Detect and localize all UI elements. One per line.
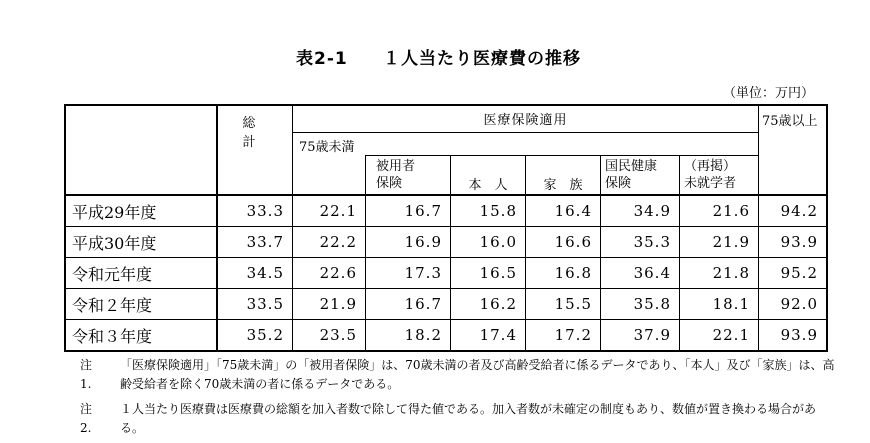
stub-header — [65, 105, 217, 195]
cell-over75: 93.9 — [759, 227, 828, 258]
cell-under75: 21.9 — [293, 289, 366, 320]
cell-total: 33.5 — [217, 289, 293, 320]
medical-cost-table — [64, 104, 828, 352]
table-title-text: １人当たり医療費の推移 — [383, 49, 581, 69]
cell-principal: 16.5 — [451, 258, 526, 289]
row-label: 令和元年度 — [65, 258, 217, 289]
cell-preschool: 21.6 — [680, 195, 759, 227]
note-text: 「医療保険適用」「75歳未満」の「被用者保険」は、70歳未満の者及び高齢受給者に係るデータであり、「本人」及び「家族」は、高齢受給者を除く70歳未満の者に係るデータである。 — [120, 358, 835, 391]
cell-preschool: 21.9 — [680, 227, 759, 258]
note-label: 注2. — [80, 402, 93, 435]
cell-principal: 15.8 — [451, 195, 526, 227]
cell-family: 16.8 — [526, 258, 601, 289]
row-label: 平成29年度 — [65, 195, 217, 227]
cell-employee: 17.3 — [366, 258, 451, 289]
cell-preschool: 21.8 — [680, 258, 759, 289]
header-total: 総 計 — [217, 105, 293, 195]
cell-employee: 16.7 — [366, 289, 451, 320]
cell-total: 34.5 — [217, 258, 293, 289]
header-nhi — [601, 156, 680, 195]
header-employee — [366, 156, 451, 195]
row-label: 令和３年度 — [65, 320, 217, 352]
table-row — [65, 289, 827, 320]
cell-nhi: 37.9 — [601, 320, 680, 352]
table-row — [65, 227, 827, 258]
cell-family: 17.2 — [526, 320, 601, 352]
cell-nhi: 35.8 — [601, 289, 680, 320]
cell-over75: 93.9 — [759, 320, 828, 352]
cell-total: 33.3 — [217, 195, 293, 227]
cell-preschool: 22.1 — [680, 320, 759, 352]
cell-under75: 23.5 — [293, 320, 366, 352]
cell-under75: 22.1 — [293, 195, 366, 227]
table-row — [65, 195, 827, 227]
header-principal: 本 人 — [451, 156, 526, 195]
cell-family: 16.6 — [526, 227, 601, 258]
cell-principal: 16.0 — [451, 227, 526, 258]
header-over75: 75歳以上 — [759, 105, 828, 195]
header-preschool — [680, 156, 759, 195]
cell-family: 15.5 — [526, 289, 601, 320]
cell-under75: 22.6 — [293, 258, 366, 289]
nhi-bottom: 保険 — [605, 176, 632, 192]
cell-principal: 17.4 — [451, 320, 526, 352]
preschool-top: （再掲） — [684, 159, 737, 175]
cell-family: 16.4 — [526, 195, 601, 227]
cell-nhi: 36.4 — [601, 258, 680, 289]
row-label: 平成30年度 — [65, 227, 217, 258]
cell-employee: 18.2 — [366, 320, 451, 352]
cell-under75: 22.2 — [293, 227, 366, 258]
cell-principal: 16.2 — [451, 289, 526, 320]
row-label: 令和２年度 — [65, 289, 217, 320]
cell-nhi: 35.3 — [601, 227, 680, 258]
table-row — [65, 258, 827, 289]
nhi-top: 国民健康 — [605, 159, 658, 175]
cell-nhi: 34.9 — [601, 195, 680, 227]
cell-total: 35.2 — [217, 320, 293, 352]
cell-over75: 92.0 — [759, 289, 828, 320]
cell-total: 33.7 — [217, 227, 293, 258]
table-row — [65, 320, 827, 352]
under75-total-cell — [293, 156, 366, 195]
note-text: １人当たり医療費は医療費の総額を加入者数で除して得た値である。加入者数が未確定の制度もあり、数値が置き換わる場合がある。 — [120, 402, 817, 435]
cell-employee: 16.9 — [366, 227, 451, 258]
table-number: 表2-1 — [296, 49, 348, 69]
cell-employee: 16.7 — [366, 195, 451, 227]
preschool-bottom: 未就学者 — [684, 176, 737, 192]
cell-preschool: 18.1 — [680, 289, 759, 320]
employee-top: 被用者 — [376, 159, 416, 175]
header-insured: 医療保険適用 — [293, 105, 759, 132]
cell-over75: 94.2 — [759, 195, 828, 227]
header-under75: 75歳未満 — [293, 132, 759, 156]
note-label: 注1. — [80, 358, 93, 391]
unit-label: （単位：万円） — [722, 86, 814, 101]
header-family: 家 族 — [526, 156, 601, 195]
employee-bottom: 保険 — [376, 176, 403, 192]
cell-over75: 95.2 — [759, 258, 828, 289]
